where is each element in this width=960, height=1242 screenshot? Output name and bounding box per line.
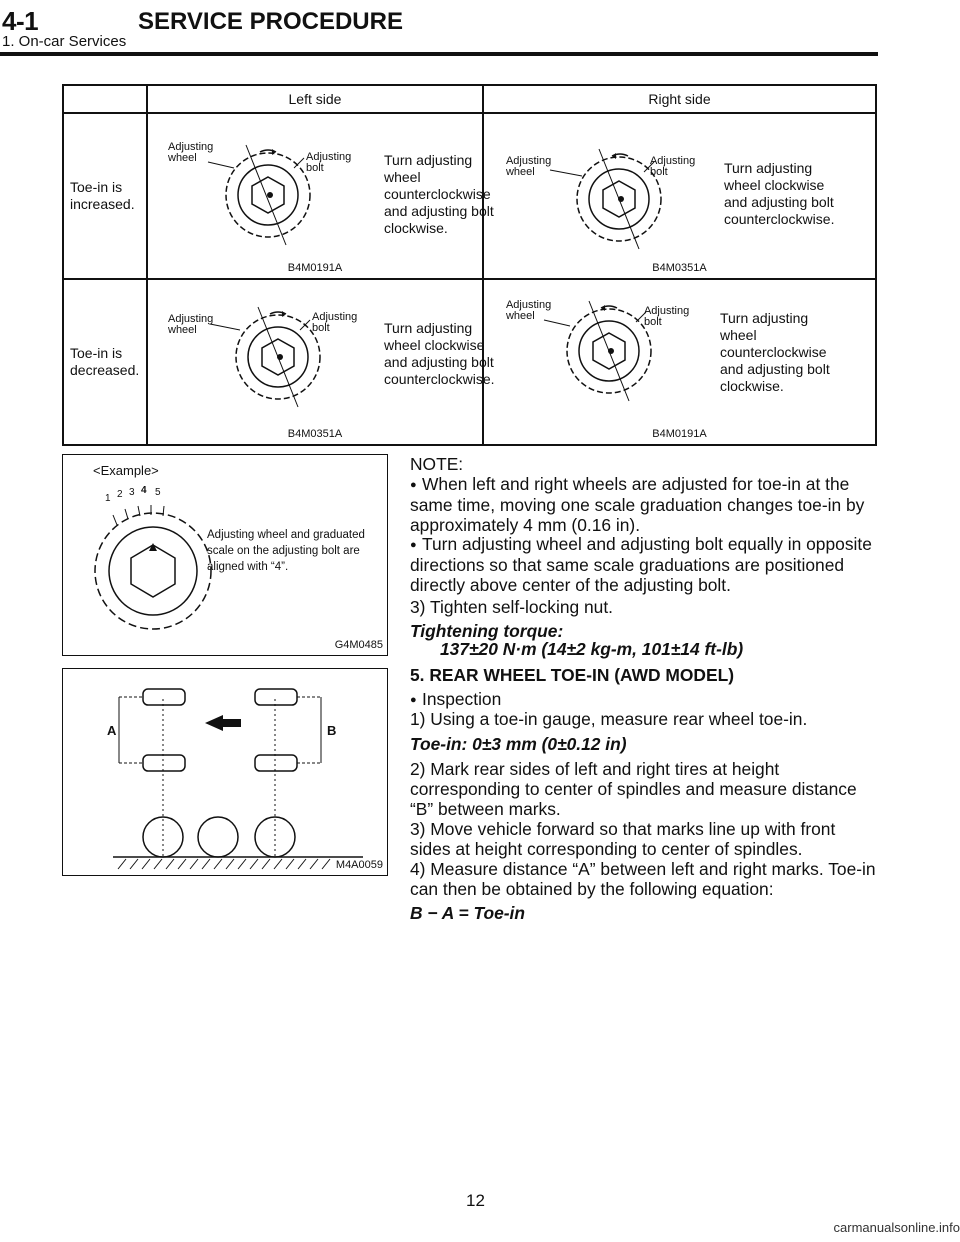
section-5-heading: 5. REAR WHEEL TOE-IN (AWD MODEL) [410, 665, 734, 685]
table-corner-cell [63, 85, 147, 113]
row-label-increased: Toe-in is increased. [63, 113, 147, 279]
figure-code: M4A0059 [335, 859, 383, 871]
label-adjusting-bolt: Adjusting bolt [643, 305, 690, 328]
label-adjusting-bolt: Adjusting bolt [649, 155, 696, 178]
cell-decreased-left [147, 279, 495, 445]
graduated-scale-diagram [83, 481, 223, 641]
toe-in-adjustment-table [62, 84, 877, 446]
step-2: 2) Mark rear sides of left and right tires at height corresponding to center of spindles and measure distance “B” between marks. [410, 759, 857, 819]
example-caption [207, 527, 365, 575]
header-rule [0, 52, 878, 56]
cell-increased-right [483, 113, 876, 279]
toe-in-spec: Toe-in: 0±3 mm (0±0.12 in) [410, 734, 627, 754]
rear-wheel-diagram [63, 669, 387, 875]
column-header-right: Right side [483, 85, 876, 113]
note-bullet-2 [410, 534, 877, 595]
toe-in-equation: B − A = Toe-in [410, 903, 525, 923]
note-bullet-text: When left and right wheels are adjusted for toe-in at the same time, moving one scale graduation changes toe-in by approximately 4 mm (0.16 in). [410, 474, 865, 535]
example-caption-line: aligned with “4”. [207, 561, 289, 573]
figure-code: B4M0191A [652, 428, 707, 440]
label-adjusting-bolt: Adjusting bolt [306, 151, 352, 174]
page-title: SERVICE PROCEDURE [138, 8, 403, 35]
inspection-item [410, 689, 877, 710]
example-heading: <Example> [93, 463, 159, 478]
column-header-left: Left side [147, 85, 483, 113]
table-row [63, 113, 876, 279]
instruction-text: Turn adjusting wheel clockwise and adjusting bolt counterclockwise. [723, 160, 835, 227]
scale-mark-3: 3 [129, 487, 135, 498]
label-adjusting-wheel: Adjusting wheel [168, 141, 214, 164]
note-bullet-1 [410, 474, 877, 535]
figure-code: B4M0351A [287, 428, 343, 440]
scale-mark-1: 1 [105, 493, 111, 504]
step-3-tighten: 3) Tighten self-locking nut. [410, 597, 613, 617]
instruction-text: Turn adjusting wheel counterclockwise and adjusting bolt clockwise. [384, 152, 494, 236]
example-figure [62, 454, 388, 656]
step-1: 1) Using a toe-in gauge, measure rear wheel toe-in. [410, 709, 808, 729]
example-caption-line: scale on the adjusting bolt are [207, 545, 360, 557]
label-adjusting-wheel: Adjusting wheel [168, 313, 214, 336]
figure-code: B4M0351A [652, 262, 707, 274]
figure-code: B4M0191A [287, 262, 343, 274]
table-header-row [63, 85, 876, 113]
inspection-text: Inspection [422, 689, 502, 709]
page-number: 12 [466, 1191, 485, 1210]
table-row [63, 279, 876, 445]
watermark: carmanualsonline.info [833, 1220, 960, 1235]
instruction-text: Turn adjusting wheel counterclockwise and adjusting bolt clockwise. [719, 310, 830, 394]
instruction-text: Turn adjusting wheel clockwise and adjusting bolt counterclockwise. [384, 320, 495, 387]
rear-wheel-figure [62, 668, 388, 876]
scale-mark-2: 2 [117, 489, 123, 500]
example-heading-text: Example [100, 463, 152, 478]
torque-value: 137±20 N·m (14±2 kg-m, 101±14 ft-lb) [440, 639, 744, 659]
step-4: 4) Measure distance “A” between left and right marks. Toe-in can then be obtained by the following equation: [410, 859, 876, 899]
section-number: 4-1 [2, 6, 39, 36]
label-a: A [107, 723, 117, 738]
step-3: 3) Move vehicle forward so that marks line up with front sides at height corresponding to center of spindles. [410, 819, 836, 859]
torque-label: Tightening torque: [410, 621, 564, 641]
label-b: B [327, 723, 337, 738]
figure-code: G4M0485 [334, 639, 383, 651]
note-bullet-text: Turn adjusting wheel and adjusting bolt equally in opposite directions so that same scale graduations are positioned directly above center of the adjusting bolt. [410, 534, 872, 595]
note-heading: NOTE: [410, 454, 464, 474]
row-label-decreased: Toe-in is decreased. [63, 279, 147, 445]
cell-increased-left [147, 113, 494, 279]
label-adjusting-wheel: Adjusting wheel [505, 155, 552, 178]
scale-mark-4: 4 [141, 485, 147, 496]
label-adjusting-bolt: Adjusting bolt [312, 311, 358, 334]
scale-mark-5: 5 [155, 487, 161, 498]
label-adjusting-wheel: Adjusting wheel [505, 299, 552, 322]
example-caption-line: Adjusting wheel and graduated [207, 529, 365, 541]
cell-decreased-right [483, 279, 876, 445]
section-subtitle: 1. On-car Services [2, 33, 127, 50]
